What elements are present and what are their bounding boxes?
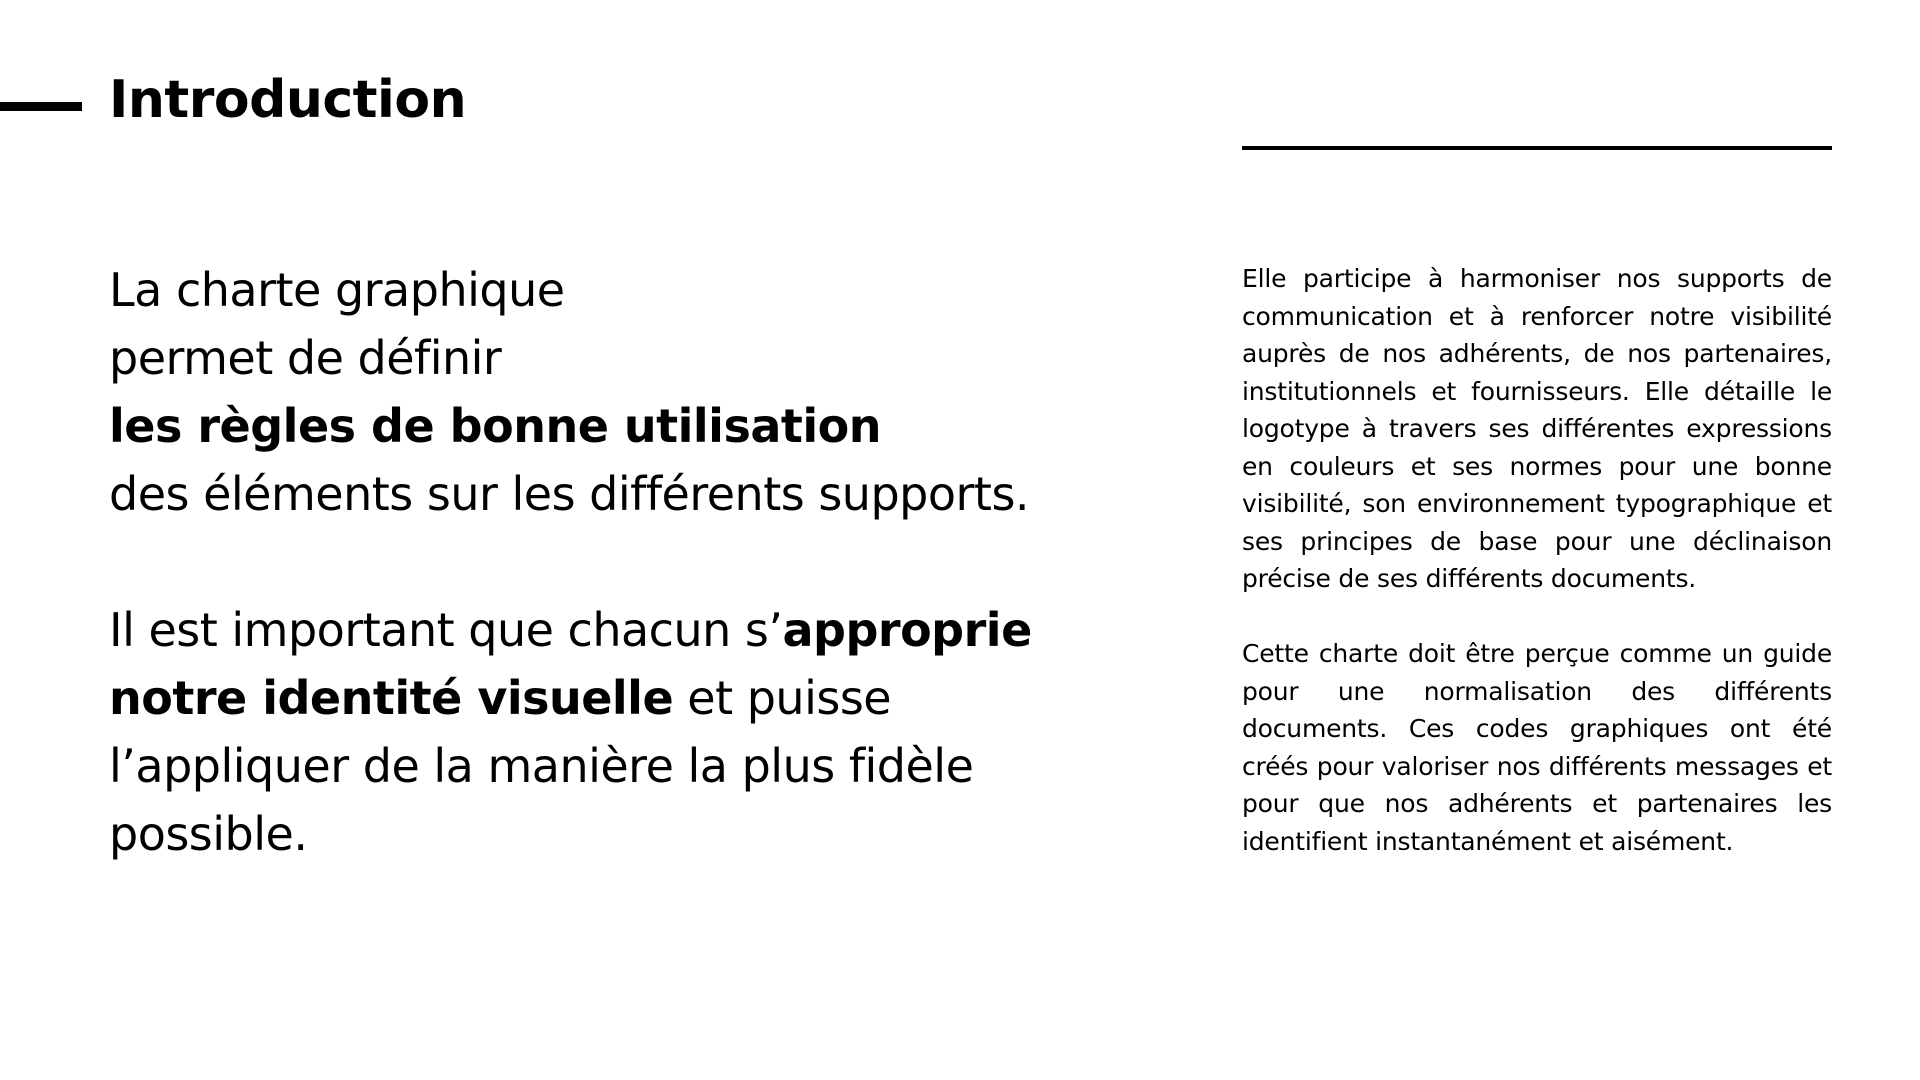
title-accent-bar — [0, 102, 82, 111]
intro-line — [109, 664, 1129, 732]
description-column — [1242, 260, 1832, 860]
intro-line: possible. — [109, 807, 308, 861]
intro-statement — [109, 256, 1129, 868]
plain-text: Il est important que chacun s’ — [109, 603, 783, 657]
emphasis-text: approprie — [782, 603, 1032, 657]
emphasis-text: notre identité visuelle — [109, 671, 674, 725]
plain-text: et puisse — [673, 671, 892, 725]
intro-line — [109, 596, 1129, 664]
intro-line: permet de définir — [109, 331, 502, 385]
intro-line-bold — [109, 392, 1129, 460]
paragraph-spacer — [109, 528, 1129, 596]
divider-rule — [1242, 146, 1832, 150]
intro-line: des éléments sur les différents supports. — [109, 467, 1030, 521]
emphasis-text: les règles de bonne utilisation — [109, 399, 881, 453]
intro-line: l’appliquer de la manière la plus fidèle — [109, 739, 974, 793]
page-title: Introduction — [109, 70, 467, 130]
intro-line: La charte graphique — [109, 263, 565, 317]
description-paragraph: Elle participe à harmoniser nos supports de communication et à renforcer notre visibilité auprès de nos adhérents, de nos partenaires, institutionnels et fournisseurs. Elle détaille le logotype à travers ses différentes expressions en couleurs et ses normes pour une bonne visibilité, son environnement typographique et ses principes de base pour une déclinaison précise de ses différents documents. — [1242, 264, 1832, 593]
description-paragraph: Cette charte doit être perçue comme un guide pour une normalisation des différents documents. Ces codes graphiques ont été créés pour valoriser nos différents messages et pour que nos adhérents et partenaires les identifient instantanément et aisément. — [1242, 639, 1832, 856]
